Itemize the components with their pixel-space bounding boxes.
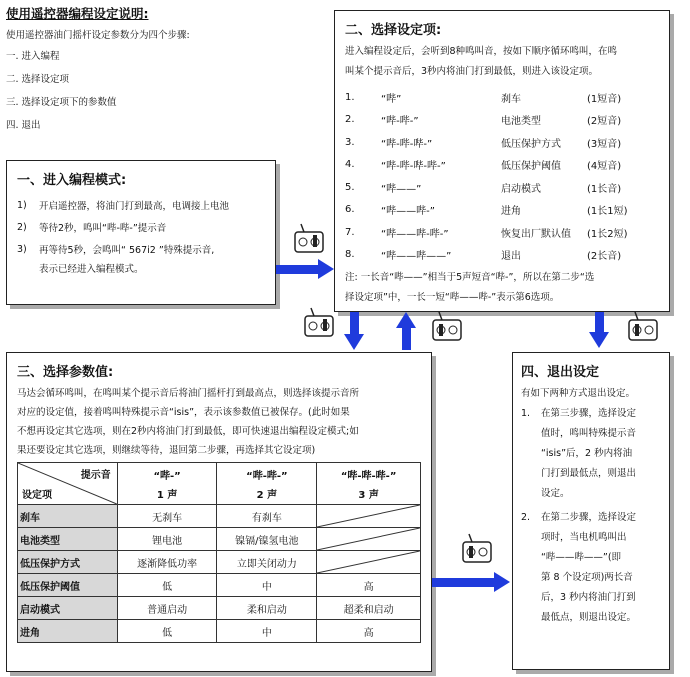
option-row bbox=[345, 154, 659, 177]
arrow-head-right bbox=[318, 259, 334, 279]
step4-item-num: 2. bbox=[521, 512, 531, 523]
step3-desc: 果还要设定其它选项，则继续等待，退回第二步骤，再选择其它设定项) bbox=[17, 445, 316, 456]
option-item: 退出 bbox=[501, 251, 521, 263]
step4-item-num: 1. bbox=[521, 408, 531, 419]
option-count: (2短音) bbox=[587, 116, 622, 128]
remote-control-icon bbox=[626, 310, 660, 344]
step4-title: 四、退出设定 bbox=[521, 365, 600, 380]
step1-item-text: 等待2秒，鸣叫“哔-哔-”提示音 bbox=[39, 223, 167, 234]
arrow-head-down bbox=[589, 332, 609, 348]
table-cell: 中 bbox=[217, 620, 317, 643]
step3-title: 三、选择参数值: bbox=[17, 365, 114, 380]
option-item: 刹车 bbox=[501, 93, 521, 105]
table-cell: 镍镉/镍氢电池 bbox=[217, 528, 317, 551]
row-label: 启动模式 bbox=[18, 597, 118, 620]
option-num: 2. bbox=[345, 114, 355, 126]
option-row bbox=[345, 221, 659, 244]
option-item: 电池类型 bbox=[501, 116, 541, 128]
table-cell: 中 bbox=[217, 574, 317, 597]
corner-label-top: 提示音 bbox=[80, 470, 111, 481]
option-item: 低压保护方式 bbox=[501, 138, 561, 150]
step3-desc: 马达会循环鸣叫，在鸣叫某个提示音后将油门摇杆打到最高点，则选择该提示音所 bbox=[17, 388, 360, 399]
param-table bbox=[17, 462, 421, 643]
step1-item-num: 1) bbox=[17, 199, 27, 211]
table-cell: 普通启动 bbox=[117, 597, 217, 620]
table-row bbox=[18, 551, 421, 574]
step3-desc: 对应的设定值，接着鸣叫特殊提示音“isis”，表示该参数值已被保存。(此时如果 bbox=[17, 407, 350, 418]
option-count: (1长音) bbox=[587, 183, 622, 195]
step3-desc: 不想再设定其它选项，则在2秒内将油门打到最低，即可快速退出编程设定模式;如 bbox=[17, 426, 359, 437]
header-sound: “哔-” bbox=[153, 470, 181, 482]
step4-line: 后，3 秒内将油门打到 bbox=[541, 592, 636, 603]
intro-title: 使用遥控器编程设定说明: bbox=[6, 6, 149, 21]
step4-desc: 有如下两种方式退出设定。 bbox=[521, 388, 636, 399]
step4-line: 设定。 bbox=[541, 488, 570, 499]
empty-cell bbox=[317, 528, 421, 551]
step4-line: 在第二步骤，选择设定 bbox=[541, 512, 637, 523]
option-num: 8. bbox=[345, 249, 355, 261]
option-count: (1长1短) bbox=[587, 206, 628, 218]
table-cell: 立即关闭动力 bbox=[217, 551, 317, 574]
remote-control-icon bbox=[302, 306, 336, 340]
empty-cell bbox=[317, 551, 421, 574]
step4-line: 值时，鸣叫特殊提示音 bbox=[541, 428, 637, 439]
arrow-head-right bbox=[494, 572, 510, 592]
intro-section bbox=[6, 4, 326, 137]
table-cell: 逐渐降低功率 bbox=[117, 551, 217, 574]
arrow-step3-to-step4 bbox=[432, 578, 496, 587]
option-row bbox=[345, 109, 659, 132]
row-label: 电池类型 bbox=[18, 528, 118, 551]
step4-item-text bbox=[541, 508, 636, 628]
step2-note: 择设定项”中，一长一短“哔——哔-”表示第6选项。 bbox=[345, 292, 560, 303]
corner-label-bottom: 设定项 bbox=[22, 490, 52, 501]
step1-item-num: 3) bbox=[17, 243, 27, 255]
option-num: 4. bbox=[345, 159, 355, 171]
table-row bbox=[18, 597, 421, 620]
row-label: 低压保护方式 bbox=[18, 551, 118, 574]
option-count: (4短音) bbox=[587, 161, 622, 173]
step1-item-continued: 表示已经进入编程模式。 bbox=[39, 264, 144, 275]
step2-title: 二、选择设定项: bbox=[345, 23, 442, 38]
header-count: 1 声 bbox=[156, 489, 178, 501]
remote-control-icon bbox=[460, 532, 494, 566]
option-row bbox=[345, 131, 659, 154]
arrow-head-up bbox=[396, 312, 416, 328]
diagonal-divider bbox=[317, 505, 420, 527]
step4-item bbox=[521, 404, 661, 504]
option-num: 6. bbox=[345, 204, 355, 216]
step1-box bbox=[6, 160, 276, 305]
option-sound: “哔——” bbox=[381, 183, 422, 195]
intro-step: 三. 选择设定项下的参数值 bbox=[6, 97, 117, 108]
step4-line: 第 8 个设定项)两长音 bbox=[541, 572, 633, 583]
step4-line: “isis”后，2 秒内将油 bbox=[541, 448, 633, 459]
option-sound: “哔——哔-” bbox=[381, 206, 435, 218]
option-row bbox=[345, 244, 659, 267]
diagonal-divider bbox=[317, 528, 420, 550]
step4-line: 最低点，则退出设定。 bbox=[541, 612, 637, 623]
step4-line: 在第三步骤，选择设定 bbox=[541, 408, 637, 419]
table-row bbox=[18, 505, 421, 528]
option-item: 进角 bbox=[501, 206, 521, 218]
table-row bbox=[18, 620, 421, 643]
table-header bbox=[117, 463, 217, 505]
arrow-step1-to-step2 bbox=[276, 265, 318, 274]
row-label: 进角 bbox=[18, 620, 118, 643]
table-cell: 低 bbox=[117, 620, 217, 643]
option-item: 恢复出厂默认值 bbox=[501, 228, 571, 240]
step4-box bbox=[512, 352, 670, 670]
step1-item bbox=[17, 216, 265, 238]
option-count: (2长音) bbox=[587, 251, 622, 263]
option-sound: “哔-哔-哔-哔-” bbox=[381, 161, 446, 173]
step2-note: 注: 一长音“哔——”相当于5声短音“哔-”，所以在第二步“选 bbox=[345, 272, 595, 283]
step3-box bbox=[6, 352, 432, 672]
table-cell: 高 bbox=[317, 574, 421, 597]
intro-step: 四. 退出 bbox=[6, 120, 41, 131]
step2-desc: 进入编程设定后，会听到8种鸣叫音，按如下顺序循环鸣叫，在鸣 bbox=[345, 46, 618, 57]
arrow-step3-to-step2 bbox=[402, 328, 411, 350]
step1-item-text: 再等待5秒，会鸣叫“ 567i2 ”特殊提示音, bbox=[39, 245, 215, 256]
step4-line: 门打到最低点，则退出 bbox=[541, 468, 637, 479]
table-cell: 柔和启动 bbox=[217, 597, 317, 620]
remote-control-icon bbox=[292, 222, 326, 256]
option-sound: “哔-哔-哔-” bbox=[381, 138, 433, 150]
option-row bbox=[345, 199, 659, 222]
option-num: 3. bbox=[345, 136, 355, 148]
table-cell: 有刹车 bbox=[217, 505, 317, 528]
step1-item-num: 2) bbox=[17, 221, 27, 233]
empty-cell bbox=[317, 505, 421, 528]
step4-line: 项时，当电机鸣叫出 bbox=[541, 532, 627, 543]
option-num: 7. bbox=[345, 226, 355, 238]
table-cell: 高 bbox=[317, 620, 421, 643]
option-sound: “哔-哔-” bbox=[381, 116, 419, 128]
option-count: (1长2短) bbox=[587, 228, 628, 240]
remote-control-icon bbox=[430, 310, 464, 344]
option-count: (1短音) bbox=[587, 93, 622, 105]
intro-subtitle: 使用遥控器油门摇杆设定参数分为四个步骤: bbox=[6, 30, 190, 41]
table-corner-cell bbox=[18, 463, 118, 505]
step1-item bbox=[17, 238, 265, 260]
step1-item bbox=[17, 194, 265, 216]
option-sound: “哔” bbox=[381, 93, 402, 105]
intro-step: 二. 选择设定项 bbox=[6, 74, 70, 85]
option-item: 启动模式 bbox=[501, 183, 541, 195]
intro-step: 一. 进入编程 bbox=[6, 51, 60, 62]
table-row bbox=[18, 574, 421, 597]
step4-item-text bbox=[541, 404, 636, 504]
row-label: 刹车 bbox=[18, 505, 118, 528]
step4-line: “哔——哔——”(即 bbox=[541, 552, 622, 563]
table-header bbox=[317, 463, 421, 505]
step1-item-text: 开启遥控器，将油门打到最高，电调接上电池 bbox=[39, 201, 230, 212]
option-num: 5. bbox=[345, 181, 355, 193]
table-cell: 低 bbox=[117, 574, 217, 597]
step2-option-list bbox=[345, 86, 659, 266]
option-row bbox=[345, 86, 659, 109]
header-sound: “哔-哔-哔-” bbox=[340, 470, 397, 482]
header-count: 3 声 bbox=[358, 489, 379, 501]
option-item: 低压保护阈值 bbox=[501, 161, 561, 173]
step4-item bbox=[521, 508, 661, 628]
option-sound: “哔——哔-哔-” bbox=[381, 228, 449, 240]
arrow-step2-to-step3 bbox=[350, 312, 359, 336]
step2-box bbox=[334, 10, 670, 312]
step2-desc: 叫某个提示音后，3秒内将油门打到最低，则进入该设定项。 bbox=[345, 66, 599, 77]
option-sound: “哔——哔——” bbox=[381, 251, 452, 263]
arrow-step2-to-step4 bbox=[595, 312, 604, 334]
table-cell: 超柔和启动 bbox=[317, 597, 421, 620]
option-count: (3短音) bbox=[587, 138, 622, 150]
arrow-head-down bbox=[344, 334, 364, 350]
option-row bbox=[345, 176, 659, 199]
header-sound: “哔-哔-” bbox=[246, 470, 288, 482]
header-count: 2 声 bbox=[256, 489, 278, 501]
table-cell: 无刹车 bbox=[117, 505, 217, 528]
step1-title: 一、进入编程模式: bbox=[17, 173, 127, 188]
table-header bbox=[217, 463, 317, 505]
row-label: 低压保护阈值 bbox=[18, 574, 118, 597]
option-num: 1. bbox=[345, 91, 355, 103]
table-cell: 锂电池 bbox=[117, 528, 217, 551]
diagonal-divider bbox=[317, 551, 420, 573]
table-row bbox=[18, 528, 421, 551]
